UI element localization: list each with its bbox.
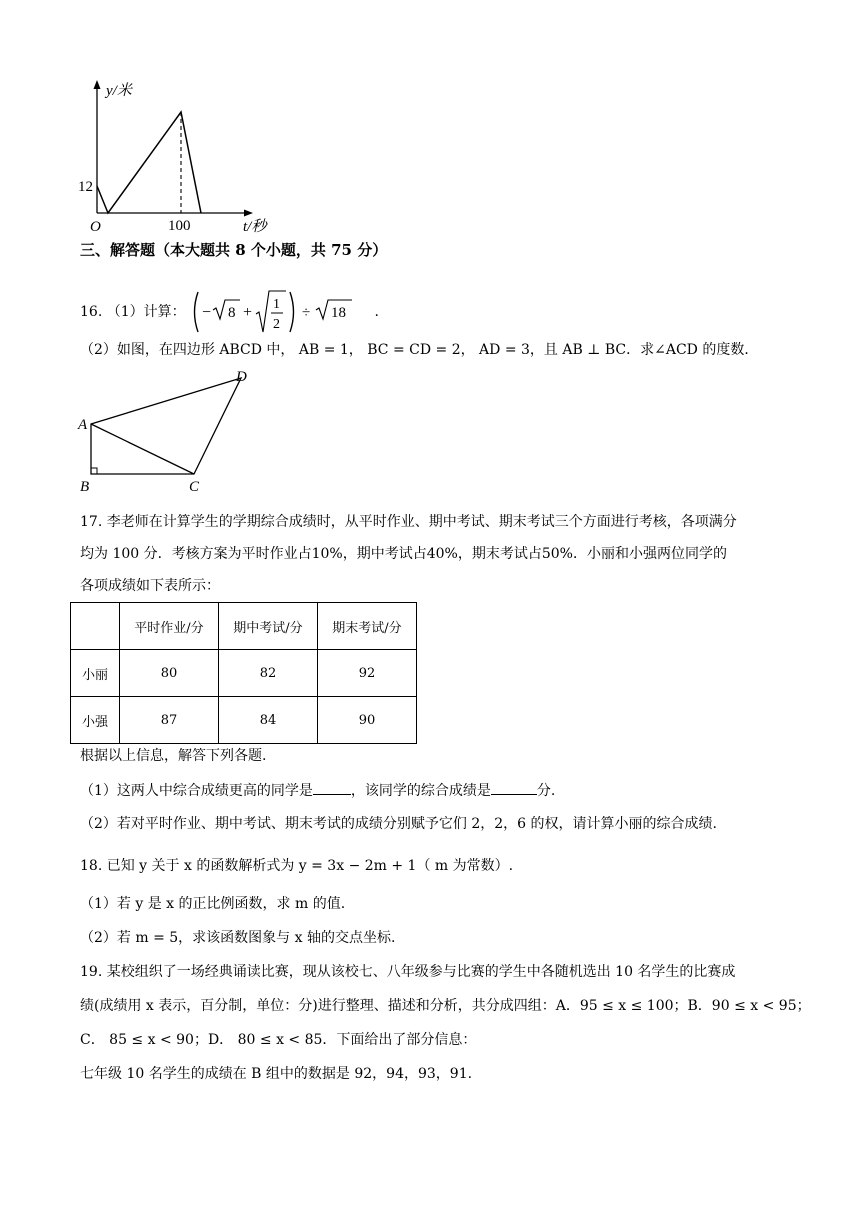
table-cell: 80 [120, 650, 219, 697]
q19-line1: 19. 某校组织了一场经典诵读比赛，现从该校七、八年级参与比赛的学生中各随机选出 10 名学生的比赛成 [80, 964, 736, 980]
graph-line [97, 112, 201, 213]
svg-text:18: 18 [331, 305, 347, 321]
table-cell: 84 [219, 697, 318, 744]
table-cell: 90 [318, 697, 417, 744]
table-header-cell [71, 603, 120, 650]
x-axis-label: t/秒 [243, 219, 267, 235]
q17-line2: 均为 100 分．考核方案为平时作业占10%，期中考试占40%，期末考试占50%．小丽和小强两位同学的 [80, 546, 727, 562]
table-cell: 82 [219, 650, 318, 697]
y-axis-arrow [94, 80, 101, 89]
table-header-cell: 期末考试/分 [318, 603, 417, 650]
scores-table [70, 602, 417, 744]
diagonal-ac [91, 424, 194, 474]
q17-after-table: 根据以上信息，解答下列各题. [80, 748, 267, 764]
svg-text:2: 2 [273, 317, 281, 332]
label-a: A [78, 417, 88, 433]
label-c: C [189, 479, 200, 495]
x-axis-arrow [244, 210, 253, 217]
table-header-cell: 平时作业/分 [120, 603, 219, 650]
svg-text:+: + [243, 304, 253, 321]
q18-line1: 18. 已知 y 关于 x 的函数解析式为 y = 3x − 2m + 1（ m 为常数）. [80, 858, 514, 874]
table-cell: 小丽 [71, 650, 120, 697]
q19-line2: 绩(成绩用 x 表示，百分制，单位：分)进行整理、描述和分析，共分成四组：A．95 ≤ x ≤ 100；B．90 ≤ x < 95； [80, 998, 811, 1014]
q17-part1-text-b: ，该同学的综合成绩是 [350, 783, 491, 799]
y-tick-label: 12 [78, 179, 93, 195]
table-header-cell: 期中考试/分 [219, 603, 318, 650]
table-header-row [71, 603, 417, 650]
table-row [71, 650, 417, 697]
label-b: B [80, 479, 90, 495]
answer-blank-2[interactable] [491, 780, 537, 795]
q17-part1-text-a: （1）这两人中综合成绩更高的同学是 [80, 783, 313, 799]
q19-line4: 七年级 10 名学生的成绩在 B 组中的数据是 92，94，93，91. [80, 1066, 473, 1082]
svg-text:8: 8 [228, 305, 236, 321]
svg-text:−: − [202, 304, 212, 321]
q16-part1-prefix: 16. （1）计算： [80, 304, 186, 320]
label-d: D [236, 369, 247, 385]
origin-label: O [90, 219, 101, 235]
y-axis-label: y/米 [106, 83, 132, 99]
table-cell: 小强 [71, 697, 120, 744]
x-tick-label: 100 [168, 218, 191, 234]
quadrilateral-figure [74, 368, 260, 496]
q17-line3: 各项成绩如下表所示： [80, 578, 220, 594]
q16-part1 [80, 288, 379, 336]
svg-text:1: 1 [273, 297, 281, 312]
q17-line1: 17. 李老师在计算学生的学期综合成绩时，从平时作业、期中考试、期末考试三个方面进行考核，各项满分 [80, 514, 737, 530]
distance-time-graph [70, 78, 280, 238]
svg-text:÷: ÷ [302, 305, 311, 321]
q18-part1: （1）若 y 是 x 的正比例函数，求 m 的值. [80, 896, 346, 912]
q16-part1-end: . [374, 304, 379, 320]
right-angle-mark [91, 468, 97, 474]
q17-part2: （2）若对平时作业、期中考试、期末考试的成绩分别赋予它们 2，2，6 的权，请计算小丽的综合成绩. [80, 816, 717, 832]
q18-part2: （2）若 m = 5，求该函数图象与 x 轴的交点坐标. [80, 930, 396, 946]
table-cell: 92 [318, 650, 417, 697]
q16-formula [190, 288, 370, 336]
q19-line3: C． 85 ≤ x < 90；D． 80 ≤ x < 85．下面给出了部分信息： [80, 1032, 477, 1048]
q16-part2: （2）如图，在四边形 ABCD 中， AB = 1， BC = CD = 2， AD = 3，且 AB ⊥ BC．求∠ACD 的度数． [80, 342, 759, 358]
answer-blank-1[interactable] [313, 780, 351, 795]
section-heading: 三、解答题（本大题共 8 个小题，共 75 分） [80, 241, 388, 259]
table-cell: 87 [120, 697, 219, 744]
quadrilateral-outline [91, 378, 241, 474]
q17-part1-text-c: 分. [536, 783, 556, 799]
table-row [71, 697, 417, 744]
q17-part1 [80, 780, 555, 801]
